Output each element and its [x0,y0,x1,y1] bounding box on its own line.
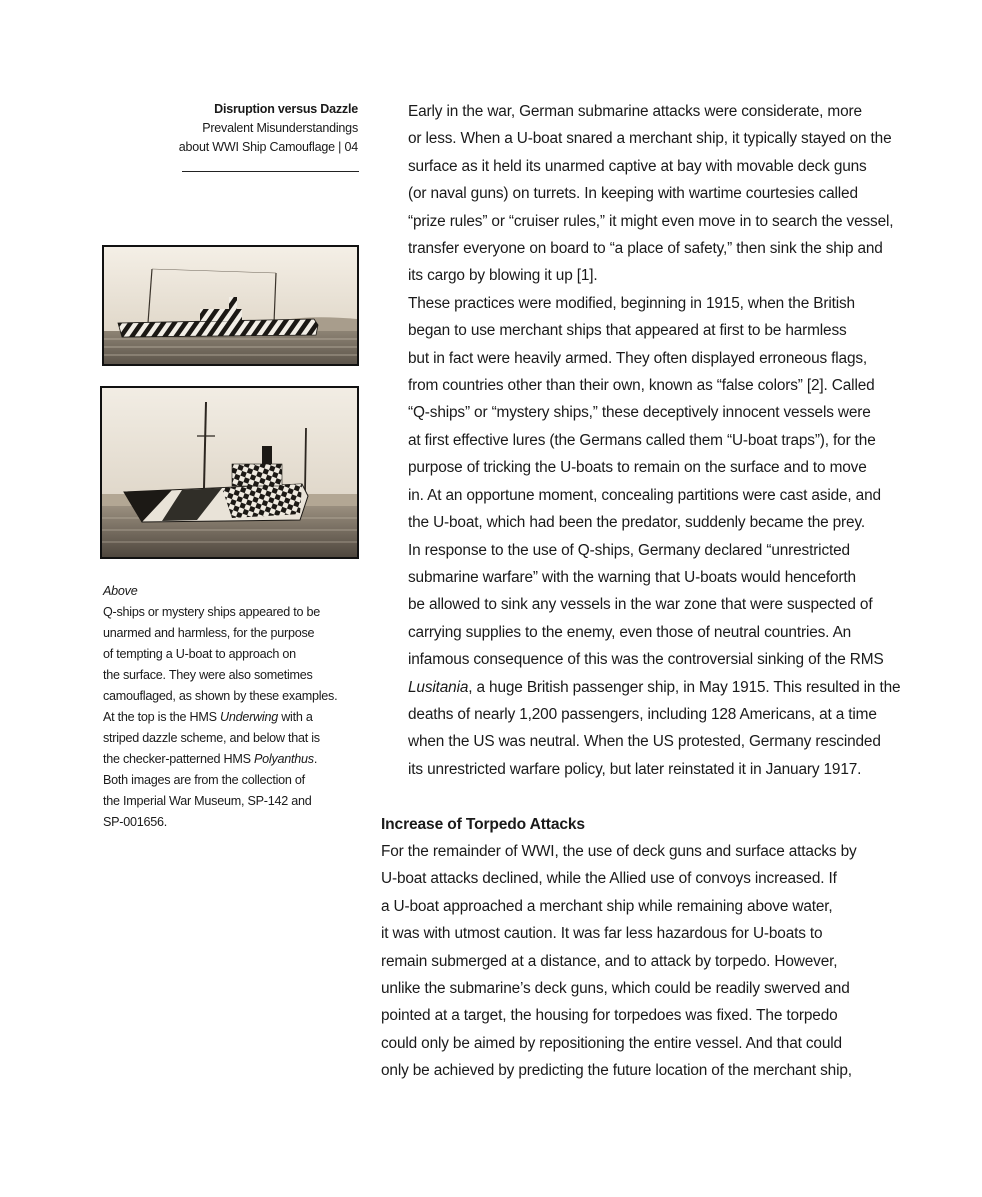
caption-text: . [313,752,318,766]
caption-text: with a [277,710,313,724]
text-line: in. At an opportune moment, concealing partitions were cast aside, and [408,486,881,504]
text-line: or less. When a U-boat snared a merchant ship, it typically stayed on the [408,130,892,148]
text-line: U-boat attacks declined, while the Allied use of convoys increased. If [381,870,837,888]
paragraph-3 [381,537,921,784]
caption-line: unarmed and harmless, for the purpose [103,626,315,640]
text-line: transfer everyone on board to “a place of safety,” then sink the ship and [408,240,883,258]
text-line: the U-boat, which had been the predator, suddenly became the prey. [408,514,865,532]
caption-line: Q-ships or mystery ships appeared to be [103,605,321,619]
text-line: a U-boat approached a merchant ship while remaining above water, [381,897,833,915]
text-span: , a huge British passenger ship, in May 1915. This resulted in the [468,678,901,696]
running-head-subtitle-1: Prevalent Misunderstandings [202,121,358,135]
body-text [381,98,921,1085]
text-line: could only be aimed by repositioning the entire vessel. And that could [381,1034,842,1052]
dazzle-ship-striped-image [104,247,357,364]
section-heading: Increase of Torpedo Attacks [381,815,585,833]
text-line: remain submerged at a distance, and to attack by torpedo. However, [381,952,838,970]
text-line: pointed at a target, the housing for torpedoes was fixed. The torpedo [381,1007,838,1025]
caption-line: Both images are from the collection of [103,773,305,787]
text-line: For the remainder of WWI, the use of deck guns and surface attacks by [381,842,857,860]
text-line: be allowed to sink any vessels in the war zone that were suspected of [408,596,873,614]
caption-line: the surface. They were also sometimes [103,668,313,682]
text-line: only be achieved by predicting the future location of the merchant ship, [381,1062,852,1080]
text-line: from countries other than their own, known as “false colors” [2]. Called [408,377,875,395]
text-line: surface as it held its unarmed captive at bay with movable deck guns [408,157,867,175]
paragraph-4 [381,838,921,1085]
text-line: unlike the submarine’s deck guns, which could be readily swerved and [381,979,850,997]
caption-label: Above [103,584,138,598]
figure-caption [103,581,353,833]
text-line: when the US was neutral. When the US protested, Germany rescinded [408,733,881,751]
caption-line [103,707,353,728]
running-head-title: Disruption versus Dazzle [214,102,358,116]
text-line: (or naval guns) on turrets. In keeping with wartime courtesies called [408,185,858,203]
text-line: submarine warfare” with the warning that U-boats would henceforth [408,568,856,586]
text-line: “prize rules” or “cruiser rules,” it might even move in to search the vessel, [408,212,894,230]
caption-line: camouflaged, as shown by these examples. [103,689,338,703]
header-rule [182,171,359,172]
caption-line: of tempting a U-boat to approach on [103,647,296,661]
caption-line [103,749,353,770]
dazzle-ship-checker-image [102,388,357,557]
caption-text: the checker-patterned HMS [103,752,254,766]
caption-ship-name: Polyanthus [254,752,314,766]
caption-text: At the top is the HMS [103,710,220,724]
paragraph-2 [381,290,921,537]
text-line: at first effective lures (the Germans called them “U-boat traps”), for the [408,431,876,449]
text-line: “Q-ships” or “mystery ships,” these deceptively innocent vessels were [408,404,871,422]
running-head-subtitle-2: about WWI Ship Camouflage | 04 [178,140,358,154]
text-line: purpose of tricking the U-boats to remain on the surface and to move [408,459,867,477]
photo-hms-polyanthus [100,386,359,559]
text-line [381,674,921,701]
text-line: its unrestricted warfare policy, but later reinstated it in January 1917. [408,760,862,778]
text-line: its cargo by blowing it up [1]. [408,267,598,285]
caption-line: SP-001656. [103,815,168,829]
photo-hms-underwing [102,245,359,366]
text-line: but in fact were heavily armed. They often displayed erroneous flags, [408,349,868,367]
text-line: began to use merchant ships that appeared at first to be harmless [408,322,847,340]
text-line: carrying supplies to the enemy, even those of neutral countries. An [408,623,852,641]
text-line: Early in the war, German submarine attacks were considerate, more [408,103,862,120]
text-line: infamous consequence of this was the controversial sinking of the RMS [408,651,884,669]
text-line: These practices were modified, beginning in 1915, when the British [408,294,855,312]
text-line: In response to the use of Q-ships, Germany declared “unrestricted [408,541,850,559]
running-head [150,100,358,157]
caption-line: striped dazzle scheme, and below that is [103,731,320,745]
caption-line: the Imperial War Museum, SP-142 and [103,794,312,808]
caption-ship-name: Underwing [220,710,278,724]
paragraph-1 [381,98,921,290]
text-line: deaths of nearly 1,200 passengers, including 128 Americans, at a time [408,705,877,723]
text-line: it was with utmost caution. It was far less hazardous for U-boats to [381,925,823,943]
ship-name-lusitania: Lusitania [408,678,469,696]
paragraph-gap [381,783,921,810]
